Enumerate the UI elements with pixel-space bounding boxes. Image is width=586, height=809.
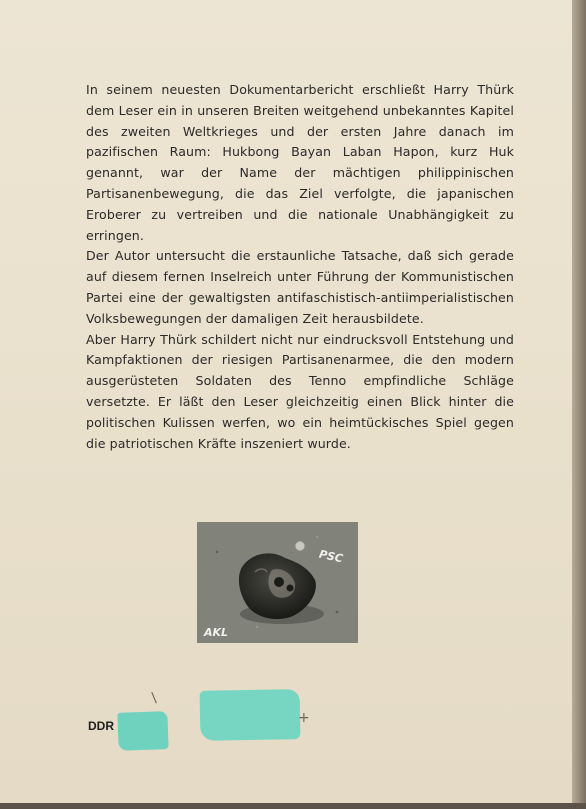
country-imprint: DDR [88, 719, 114, 733]
blurb-paragraph-1: In seinem neuesten Dokumentarbericht erschließt Harry Thürk dem Leser ein in unseren Breiten weitgehend unbekanntes Kapitel des zweiten Weltkrieges und der ersten Jahre danach im pazifischen Raum: Hukbong Bayan Laban Hapon, kurz Huk genannt, war der Name der mächtigen philippinischen Partisanenbewegung, die das Ziel verfolgte, die japanischen Eroberer zu vertreiben und die nationale Unabhängigkeit zu erringen. [86, 82, 514, 243]
blurb-text [86, 80, 514, 454]
price-sticker-small [117, 711, 168, 751]
pencil-mark: / [147, 690, 162, 706]
photo-watermark-psc: PSC [317, 547, 345, 566]
cover-edge-bottom [0, 803, 586, 809]
blurb-paragraph-3: Aber Harry Thürk schildert nicht nur eindrucksvoll Entstehung und Kampfaktionen der riesigen Partisanenarmee, die den modern ausgerüsteten Soldaten des Tenno empfindliche Schläge versetzte. Er läßt den Leser gleichzeitig einen Blick hinter die politischen Kulissen werfen, wo ein heimtückisches Spiel gegen die patriotischen Kräfte inszeniert wurde. [86, 331, 514, 451]
pencil-plus-mark: + [298, 710, 310, 726]
cover-edge-right [572, 0, 586, 809]
blurb-paragraph-2: Der Autor untersucht die erstaunliche Tatsache, daß sich gerade auf diesem fernen Inselreich unter Führung der Kommunistischen Partei eine der gewaltigsten antifaschistisch-antiimperialistischen Volksbewegungen der damaligen Zeit herausbildete. [86, 248, 514, 326]
photo-watermark-akl: AKL [204, 626, 229, 639]
price-sticker-large [200, 689, 301, 741]
stone-photo [197, 522, 358, 643]
stone-image [197, 522, 358, 643]
